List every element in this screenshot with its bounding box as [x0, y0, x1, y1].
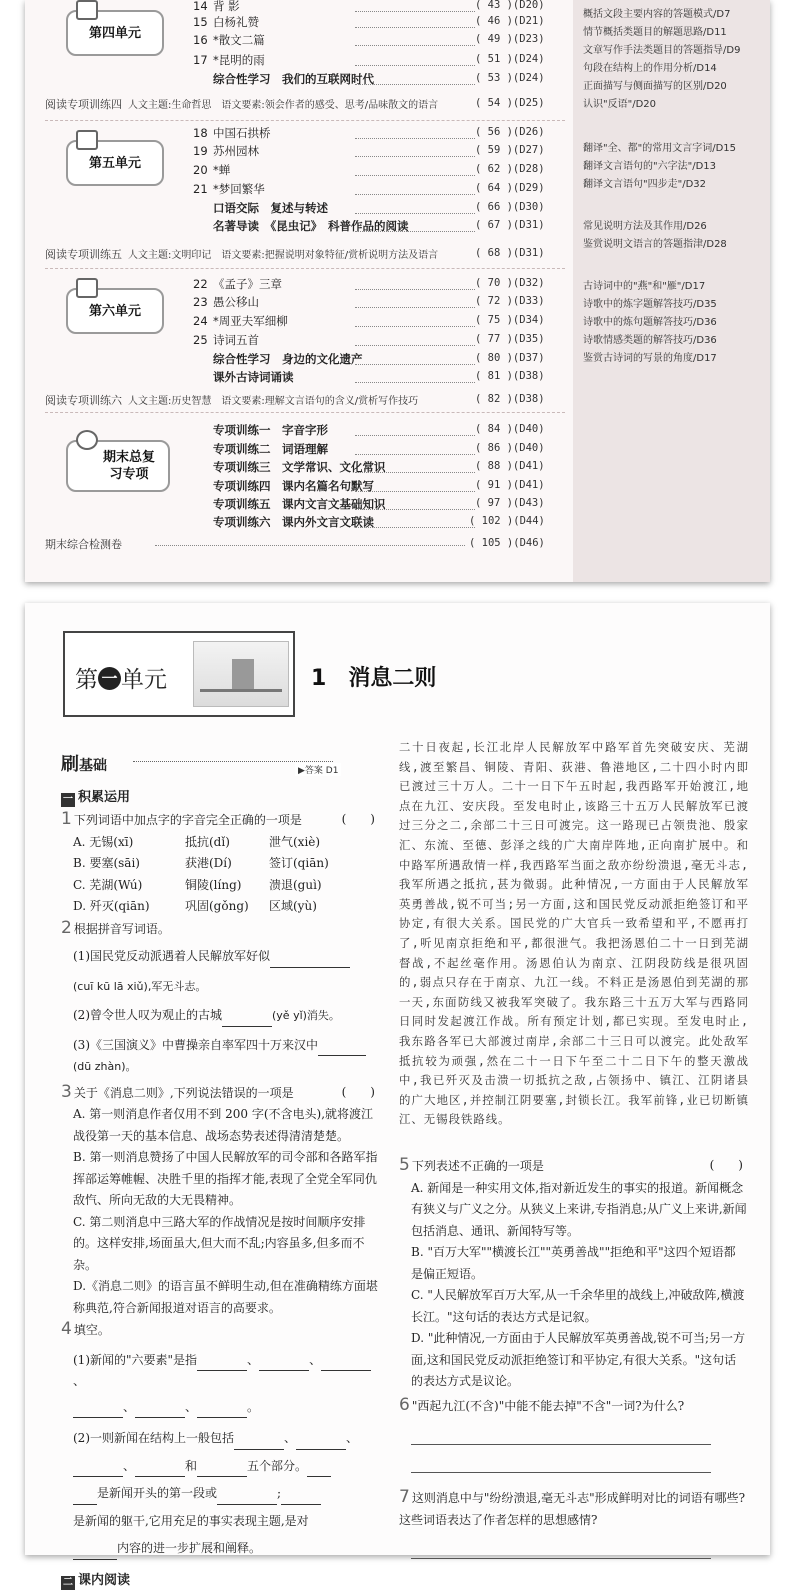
toc-entry-number: 15 [193, 14, 213, 30]
toc-entry-title: *梦回繁华 [213, 182, 265, 196]
toc-leader [155, 545, 465, 546]
toc-entry-number: 23 [193, 294, 213, 310]
toc-tip[interactable]: 诗歌中的炼字题解答技巧/D35 [583, 296, 717, 314]
toc-entry[interactable] [193, 52, 265, 68]
toc-leader [355, 491, 475, 492]
question-7: 7 这则消息中与"纷纷溃退,毫无斗志"形成鲜明对比的词语有哪些?这些词语表达了作者怎样的思想感情? [399, 1487, 747, 1559]
toc-leader [355, 307, 475, 308]
toc-page-ref: ( 51 )(D24) [475, 53, 545, 65]
toc-entry[interactable] [193, 369, 294, 385]
toc-entry[interactable] [193, 181, 265, 197]
toc-leader [355, 364, 475, 365]
toc-entry-title: 苏州园林 [213, 144, 259, 158]
option-cell: 巩固(gǒng) [185, 896, 269, 918]
schoolbag-icon [76, 278, 98, 298]
toc-page-ref: ( 82 )(D38) [475, 393, 545, 405]
toc-leader [355, 84, 475, 85]
answer-blank[interactable] [197, 1370, 247, 1371]
toc-entry[interactable] [193, 32, 265, 48]
toc-entry-number: 21 [193, 181, 213, 197]
answer-blank[interactable] [296, 1449, 346, 1450]
toc-page-ref: ( 62 )(D28) [475, 163, 545, 175]
toc-page-ref: ( 84 )(D40) [475, 423, 545, 435]
section-heading: 一 积累运用 [61, 786, 130, 807]
toc-entry[interactable] [193, 143, 259, 159]
option-cell: A. 无锡(xī) [73, 832, 185, 854]
answer-blank[interactable] [135, 1476, 185, 1477]
answer-blank[interactable] [234, 1449, 284, 1450]
toc-leader [355, 156, 475, 157]
toc-page-ref: ( 75 )(D34) [475, 314, 545, 326]
unit-6-badge: 第六单元 [66, 288, 164, 334]
toc-leader [355, 382, 475, 383]
lesson-title: 1 消息二则 [311, 661, 458, 692]
answer-line[interactable] [411, 1539, 711, 1559]
toc-tip[interactable]: 认识"反语"/D20 [583, 96, 656, 114]
toc-page-ref: ( 66 )(D30) [475, 201, 545, 213]
answer-line[interactable] [411, 1453, 711, 1473]
toc-exam[interactable]: 期末综合检测卷 [45, 536, 128, 552]
toc-tip[interactable]: 概括文段主要内容的答题模式/D7 [583, 6, 730, 24]
toc-page-ref: ( 53 )(D24) [475, 72, 545, 84]
toc-entry[interactable] [193, 332, 259, 348]
toc-tip[interactable]: 正面描写与侧面描写的区别/D20 [583, 78, 727, 96]
toc-entry-title: 中国石拱桥 [213, 126, 271, 140]
toc-page [25, 0, 770, 582]
unit-title: 第 一 单元 [75, 661, 167, 694]
toc-tip[interactable]: 情节概括类题目的解题思路/D11 [583, 24, 727, 42]
toc-tip[interactable]: 翻译文言语句的"六字法"/D13 [583, 158, 716, 176]
toc-page-ref: ( 102 )(D44) [469, 515, 545, 527]
toc-page-ref: ( 81 )(D38) [475, 370, 545, 382]
toc-entry-title: *散文二篇 [213, 33, 265, 47]
answer-blank[interactable] [321, 1370, 371, 1371]
toc-entry-title: 白杨礼赞 [213, 15, 259, 29]
toc-tip[interactable]: 翻译文言语句"四步走"/D32 [583, 176, 706, 194]
toc-leader [355, 435, 475, 436]
question-6: 6 "西起九江(不含)"中能不能去掉"不含"一词?为什么? [399, 1395, 747, 1474]
toc-leader [355, 289, 475, 290]
answer-blank[interactable] [73, 1417, 123, 1418]
toc-leader [355, 472, 475, 473]
toc-entry[interactable] [193, 0, 240, 14]
toc-page-ref: ( 64 )(D29) [475, 182, 545, 194]
toc-entry-title: 专项训练二 词语理解 [213, 442, 328, 456]
toc-entry[interactable] [193, 514, 374, 530]
apple-book-icon [76, 0, 98, 20]
answer-blank[interactable] [73, 1504, 97, 1505]
toc-page-ref: ( 70 )(D32) [475, 277, 545, 289]
toc-training[interactable]: 阅读专项训练五 人文主题:文明印记 语文要素:把握说明对象特征/赏析说明方法及语言 [45, 246, 438, 262]
toc-entry[interactable] [193, 294, 259, 310]
toc-tip[interactable]: 句段在结构上的作用分析/D14 [583, 60, 717, 78]
toc-entry[interactable] [193, 125, 271, 141]
toc-entry-number: 18 [193, 125, 213, 141]
toc-entry-title: *昆明的雨 [213, 53, 265, 67]
option-row[interactable] [61, 853, 379, 875]
toc-leader [355, 231, 475, 232]
toc-divider [45, 268, 565, 269]
toc-entry[interactable] [193, 276, 282, 292]
option-cell: 泄气(xiè) [269, 832, 359, 854]
toc-page-ref: ( 54 )(D25) [475, 97, 545, 109]
toc-entry-title: *周亚夫军细柳 [213, 314, 288, 328]
answer-blank[interactable] [73, 1559, 117, 1560]
answer-blank[interactable] [270, 967, 350, 968]
toc-entry-number: 24 [193, 313, 213, 329]
toc-page-ref: ( 59 )(D27) [475, 144, 545, 156]
answer-blank[interactable] [135, 1417, 185, 1418]
option-cell: B. 要塞(sāi) [73, 853, 185, 875]
toc-leader [355, 509, 475, 510]
option-cell: 获港(Dí) [185, 853, 269, 875]
award-badge-icon [76, 430, 98, 450]
answer-blank[interactable] [307, 1476, 331, 1477]
toc-page-ref: ( 56 )(D26) [475, 126, 545, 138]
answer-blank[interactable] [281, 1504, 321, 1505]
toc-training[interactable]: 阅读专项训练六 人文主题:历史智慧 语文要素:理解文言语句的含义/赏析写作技巧 [45, 392, 418, 408]
toc-entry[interactable] [193, 422, 328, 438]
right-column [399, 1155, 747, 1559]
question-5: 5 下列表述不正确的一项是 ( ) A. 新闻是一种实用文体,指对新近发生的事实的报道。新闻概念有狭义与广义之分。从狭义上来讲,专指消息;从广义上来讲,新闻包括消息、通讯、新闻特写等。 B. "百万大军""横渡长江""英勇善战""拒绝和平"这四个短语都是偏正短语。 C. "人民解放军百万大军,从一千余华里的战线上,冲破敌阵,横渡长江。"这句话的表达方式是记叙。 D. "此种情况,一方面由于人民解放军英勇善战,锐不可当;另一方面,这和国民党反动派拒绝签订和平协定,有很大关系。"这句话的表达方式是议论。 [399, 1155, 747, 1393]
unit-header [63, 631, 295, 717]
toc-page-ref: ( 77 )(D35) [475, 333, 545, 345]
toc-entry[interactable] [193, 313, 288, 329]
toc-page-ref: ( 68 )(D31) [475, 247, 545, 259]
answer-blank[interactable] [197, 1476, 247, 1477]
toc-entry-title: 诗词五首 [213, 333, 259, 347]
toc-divider [45, 120, 565, 121]
answer-blank[interactable] [259, 1370, 309, 1371]
reading-passage: 二十日夜起,长江北岸人民解放军中路军首先突破安庆、芜湖线,渡至繁昌、铜陵、青阳、荻港、鲁港地区,二十四小时内即已渡过三十万人。二十一日下午五时起,我西路军开始渡江,地点在九江、安庆段。至发电时止,该路三十五万人民解放军已渡过三分之二,余部二十三日可渡完。这一路现已占领贵池、殷家汇、东流、至德、彭泽之线的广大南岸阵地,正向南扩展中。和中路军所遇敌情一样,我西路军当面之敌亦纷纷溃退,毫无斗志,我军所遇之抵抗,甚为微弱。此种情况,一方面由于人民解放军英勇善战,锐不可当;另一方面,这和国民党反动派拒绝签订和平协定,有很大关系。国民党的广大官兵一致希望和平,不愿再打了,听见南京拒绝和平,都很泄气。我把汤恩伯二十一日到芜湖督战,不起丝毫作用。汤恩伯认为南京、江阴段防线是很巩固的,弱点只存在于南京、九江一线。不料正是汤恩伯到芜湖的那一天,东面防线又被我军突破了。我东路三十五万大军与西路同日同时发起渡江作战。所有预定计划,都已实现。至发电时止,我东路各军已大部渡过南岸,余部二十三日可以渡完。此处敌军抵抗较为顽强,然在二十一日下午至二十二日下午的整天激战中,我已歼灭及击溃一切抵抗之敌,占领扬中、镇江、江阴诸县的广大地区,并控制江阴要塞,封锁长江。我军前锋,业已切断镇江、无锡段铁路线。 [399, 738, 749, 1130]
toc-leader [355, 454, 475, 455]
toc-tip[interactable]: 常见说明方法及其作用/D26 [583, 218, 707, 236]
toc-entry-number: 16 [193, 32, 213, 48]
toc-entry-title: 专项训练五 课内文言文基础知识 [213, 497, 386, 511]
heading-rule [133, 761, 333, 762]
toc-leader [355, 11, 475, 12]
toc-entry-title: 口语交际 复述与转述 [213, 201, 328, 215]
toc-page-ref: ( 91 )(D41) [475, 479, 545, 491]
toc-tip[interactable]: 文章写作手法类题目的答题指导/D9 [583, 42, 740, 60]
toc-entry-title: 名著导读 《昆虫记》 科普作品的阅读 [213, 219, 409, 233]
toc-leader [355, 138, 475, 139]
question-1-options [61, 832, 379, 918]
toc-leader [355, 527, 475, 528]
toc-entry[interactable] [193, 14, 259, 30]
toc-entry-number: 25 [193, 332, 213, 348]
toc-page-ref: ( 86 )(D40) [475, 442, 545, 454]
answer-blank[interactable] [318, 1055, 366, 1056]
toc-entry-title: 综合性学习 身边的文化遗产 [213, 352, 363, 366]
toc-page-ref: ( 46 )(D21) [475, 15, 545, 27]
question-1: 1 下列词语中加点字的字音完全正确的一项是 ( ) A. 无锡(xī) 抵抗(dǐ) 泄气(xiè) B. 要塞(sāi) 获港(Dí) 签订(qiān) C. 芜湖(Wú) 铜陵(líng) 溃退(guì) D. 歼灭(qiān) 巩固(gǒng) 区域(yù) [61, 809, 379, 918]
left-column [61, 809, 379, 1591]
toc-leader [355, 345, 475, 346]
answer-blank[interactable] [197, 1417, 247, 1418]
toc-entry-number: 22 [193, 276, 213, 292]
toc-entry[interactable] [193, 71, 374, 87]
toc-divider [45, 412, 565, 413]
toc-entry-title: *蝉 [213, 163, 230, 177]
toc-tip[interactable]: 鉴赏古诗词的写景的角度/D17 [583, 350, 717, 368]
toc-entry-title: 《孟子》三章 [213, 277, 282, 291]
toc-tip[interactable]: 诗歌中的炼句题解答技巧/D36 [583, 314, 717, 332]
toc-page-ref: ( 105 )(D46) [469, 537, 545, 549]
toc-entry-title: 专项训练一 字音字形 [213, 423, 328, 437]
toc-page-ref: ( 97 )(D43) [475, 497, 545, 509]
toc-page-ref: ( 80 )(D37) [475, 352, 545, 364]
toc-entry-number: 17 [193, 52, 213, 68]
answer-blank[interactable] [222, 1026, 272, 1027]
toc-entry-title: 专项训练六 课内外文言文联读 [213, 515, 374, 529]
toc-page-ref: ( 72 )(D33) [475, 295, 545, 307]
blackboard-icon [76, 130, 98, 150]
answer-blank[interactable] [73, 1476, 123, 1477]
answer-ref: ▶答案 D1 [295, 763, 341, 776]
lesson-page [25, 603, 770, 1555]
question-4: 4 填空。 (1)新闻的"六要素"是指 、 、、 、 、 。 (2)一则新闻在结构上一般包括 、 、 、 和 五个部分。 是新闻开头的第一段或 ; 是新闻的躯干,它用充足的事实表现主题,是对 内容的进一步扩展和阐释。 [61, 1319, 379, 1560]
option-cell: 铜陵(líng) [185, 875, 269, 897]
toc-entry-title: 愚公移山 [213, 295, 259, 309]
unit-4-badge: 第四单元 [66, 10, 164, 56]
question-3: 3 关于《消息二则》,下列说法错误的一项是 ( ) A. 第一则消息作者仅用不到 200 字(不含电头),就将渡江战役第一天的基本信息、战场态势表述得清清楚楚。 B. 第一则消息赞扬了中国人民解放军的司令部和各路军指挥部运筹帷幄、决胜千里的指挥才能,表现了全党全军同仇敌忾、所向无敌的大无畏精神。 C. 第二则消息中三路大军的作战情况是按时间顺序安排的。这样安排,场面虽大,但大而不乱;内容虽多,但多而不杂。 D.《消息二则》的语言虽不鲜明生动,但在准确精练方面堪称典范,符合新闻报道对语言的高要求。 [61, 1082, 379, 1320]
answer-line[interactable] [411, 1425, 711, 1445]
toc-entry-title: 背 影 [213, 0, 240, 13]
toc-tip[interactable]: 翻译"全、都"的常用文言字词/D15 [583, 140, 736, 158]
option-cell: 溃退(guì) [269, 875, 359, 897]
toc-entry[interactable] [193, 478, 374, 494]
answer-blank[interactable] [217, 1504, 277, 1505]
toc-entry-title: 综合性学习 我们的互联网时代 [213, 72, 374, 86]
option-row[interactable] [61, 875, 379, 897]
question-2: 2 根据拼音写词语。 (1)国民党反动派遇着人民解放军好似 (cuī kū lā xiǔ),军无斗志。 (2)曾令世人叹为观止的古城 (yě yǐ)消失。 (3)《三国演义》中曹操亲自率军四十万来汉中 (dū zhàn)。 [61, 918, 379, 1078]
toc-entry-number: 19 [193, 143, 213, 159]
final-review-badge: 期末总复习专项 [66, 440, 170, 492]
option-cell: 区域(yù) [269, 896, 359, 918]
section-heading: 二 课内阅读 [61, 1570, 379, 1591]
toc-entry[interactable] [193, 200, 328, 216]
toc-entry[interactable] [193, 351, 363, 367]
option-row[interactable] [61, 896, 379, 918]
toc-entry-number: 14 [193, 0, 213, 14]
toc-tip[interactable]: 诗歌情感类题的解答技巧/D36 [583, 332, 717, 350]
option-cell: D. 歼灭(qiān) [73, 896, 185, 918]
toc-entry-title: 专项训练四 课内名篇名句默写 [213, 479, 374, 493]
option-cell: C. 芜湖(Wú) [73, 875, 185, 897]
toc-page-ref: ( 49 )(D23) [475, 33, 545, 45]
toc-entry-title: 专项训练三 文学常识、文化常识 [213, 460, 386, 474]
option-cell: 抵抗(dǐ) [185, 832, 269, 854]
option-row[interactable] [61, 832, 379, 854]
unit-5-badge: 第五单元 [66, 140, 164, 186]
toc-entry-number: 20 [193, 162, 213, 178]
toc-page-ref: ( 67 )(D31) [475, 219, 545, 231]
toc-leader [355, 65, 475, 66]
toc-leader [355, 213, 475, 214]
toc-entry-title: 课外古诗词诵读 [213, 370, 294, 384]
toc-tip[interactable]: 古诗词中的"燕"和"雁"/D17 [583, 278, 705, 296]
toc-leader [355, 175, 475, 176]
toc-leader [355, 194, 475, 195]
toc-tip[interactable]: 鉴赏说明文语言的答题指津/D28 [583, 236, 727, 254]
toc-page-ref: ( 88 )(D41) [475, 460, 545, 472]
toc-page-ref: ( 43 )(D20) [475, 0, 545, 11]
toc-training[interactable]: 阅读专项训练四 人文主题:生命哲思 语文要素:领会作者的感受、思考/品味散文的语言 [45, 96, 438, 112]
pavilion-illustration [193, 641, 289, 707]
toc-entry[interactable] [193, 441, 328, 457]
option-cell: 签订(qiān) [269, 853, 359, 875]
basic-heading: 刷基础 [61, 750, 107, 776]
toc-leader [355, 27, 475, 28]
toc-leader [355, 326, 475, 327]
toc-entry[interactable] [193, 162, 230, 178]
toc-leader [355, 45, 475, 46]
